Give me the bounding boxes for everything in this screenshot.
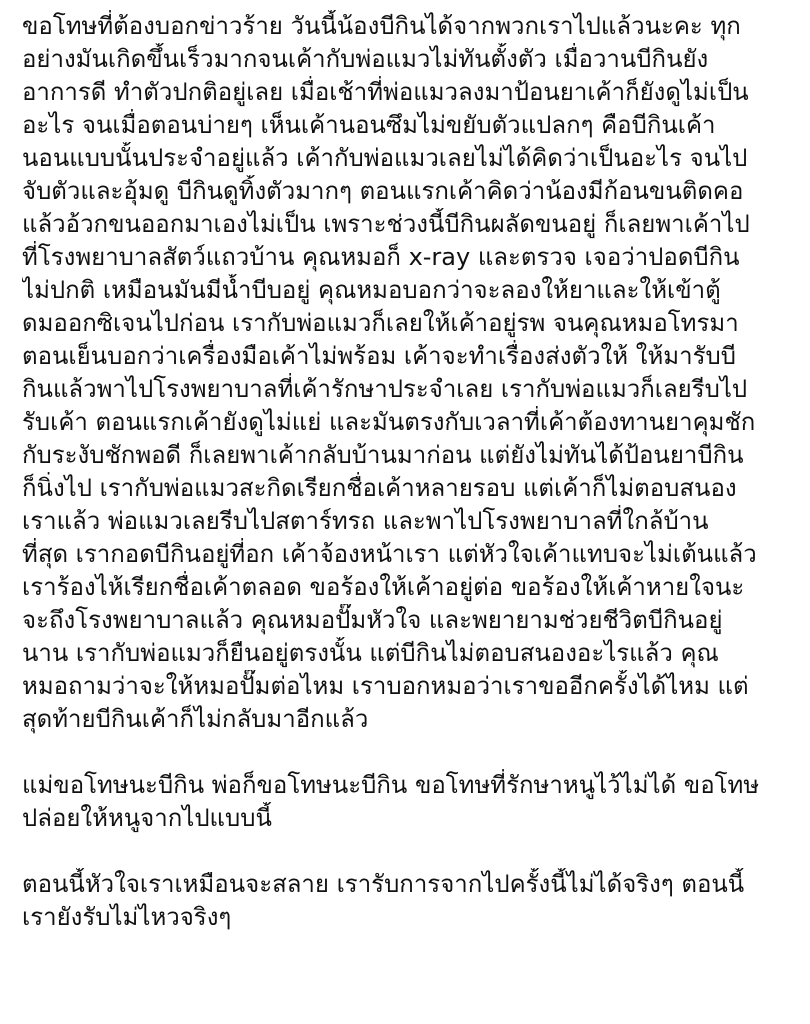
text-line: ที่สุด เรากอดบีกินอยู่ที่อก เค้าจ้องหน้าเรา แต่หัวใจเค้าแทบจะไม่เต้นแล้ว [22,540,757,568]
text-line: อย่างมันเกิดขึ้นเร็วมากจนเค้ากับพ่อแมวไม่ทันตั้งตัว เมื่อวานบีกินยัง [22,45,709,73]
text-line: กินแล้วพาไปโรงพยาบาลที่เค้ารักษาประจำเลย เรากับพ่อแมวก็เลยรีบไป [22,375,748,403]
text-line: ปล่อยให้หนูจากไปแบบนี้ [22,804,272,832]
paragraph-apology [22,769,790,835]
text-line: เราร้องไห้เรียกชื่อเค้าตลอด ขอร้องให้เค้าอยู่ต่อ ขอร้องให้เค้าหายใจนะ [22,573,745,601]
text-line: นอนแบบนั้นประจำอยู่แล้ว เค้ากับพ่อแมวเลยไม่ได้คิดว่าเป็นอะไร จนไป [22,144,748,172]
text-line: จะถึงโรงพยาบาลแล้ว คุณหมอปั๊มหัวใจ และพยายามช่วยชีวิตบีกินอยู่ [22,606,723,634]
text-line: อาการดี ทำตัวปกติอยู่เลย เมื่อเช้าที่พ่อแมวลงมาป้อนยาเค้าก็ยังดูไม่เป็น [22,78,749,106]
text-line: ตอนเย็นบอกว่าเครื่องมือเค้าไม่พร้อม เค้าจะทำเรื่องส่งตัวให้ ให้มารับบี [22,342,736,370]
paragraph-closing [22,868,790,934]
text-line: หมอถามว่าจะให้หมอปั๊มต่อไหม เราบอกหมอว่าเราขออีกครั้งได้ไหม แต่ [22,672,749,700]
text-line: เรายังรับไม่ไหวจริงๆ [22,903,232,931]
text-line: นาน เรากับพ่อแมวก็ยืนอยู่ตรงนั้น แต่บีกินไม่ตอบสนองอะไรแล้ว คุณ [22,639,719,667]
paragraph-spacer [22,835,790,868]
text-line: กับระงับชักพอดี ก็เลยพาเค้ากลับบ้านมาก่อน แต่ยังไม่ทันได้ป้อนยาบีกิน [22,441,744,469]
text-line: เราแล้ว พ่อแมวเลยรีบไปสตาร์ทรถ และพาไปโรงพยาบาลที่ใกล้บ้าน [22,507,709,535]
text-line: จับตัวและอุ้มดู บีกินดูทิ้งตัวมากๆ ตอนแรกเค้าคิดว่าน้องมีก้อนขนติดคอ [22,177,744,205]
text-line: ดมออกซิเจนไปก่อน เรากับพ่อแมวก็เลยให้เค้าอยู่รพ จนคุณหมอโทรมา [22,309,739,337]
paragraph-spacer [22,736,790,769]
text-line: ก็นิ่งไป เรากับพ่อแมวสะกิดเรียกชื่อเค้าหลายรอบ แต่เค้าก็ไม่ตอบสนอง [22,474,737,502]
text-line: ไม่ปกติ เหมือนมันมีน้ำบีบอยู่ คุณหมอบอกว่าจะลองให้ยาและให้เข้าตู้ [22,276,721,304]
paragraph-story [22,10,790,736]
text-line: ขอโทษที่ต้องบอกข่าวร้าย วันนี้น้องบีกินได้จากพวกเราไปแล้วนะคะ ทุก [22,12,741,40]
text-line: แล้วอ้วกขนออกมาเองไม่เป็น เพราะช่วงนี้บีกินผลัดขนอยู่ ก็เลยพาเค้าไป [22,210,750,238]
text-line: รับเค้า ตอนแรกเค้ายังดูไม่แย่ และมันตรงกับเวลาที่เค้าต้องทานยาคุมชัก [22,408,756,436]
text-line: สุดท้ายบีกินเค้าก็ไม่กลับมาอีกแล้ว [22,705,369,733]
text-line: แม่ขอโทษนะบีกิน พ่อก็ขอโทษนะบีกิน ขอโทษที่รักษาหนูไว้ไม่ได้ ขอโทษ [22,771,760,799]
text-line: ตอนนี้หัวใจเราเหมือนจะสลาย เรารับการจากไปครั้งนี้ไม่ได้จริงๆ ตอนนี้ [22,870,745,898]
text-line: อะไร จนเมื่อตอนบ่ายๆ เห็นเค้านอนซึมไม่ขยับตัวแปลกๆ คือบีกินเค้า [22,111,716,139]
text-line: ที่โรงพยาบาลสัตว์แถวบ้าน คุณหมอก็ x-ray และตรวจ เจอว่าปอดบีกิน [22,243,740,271]
